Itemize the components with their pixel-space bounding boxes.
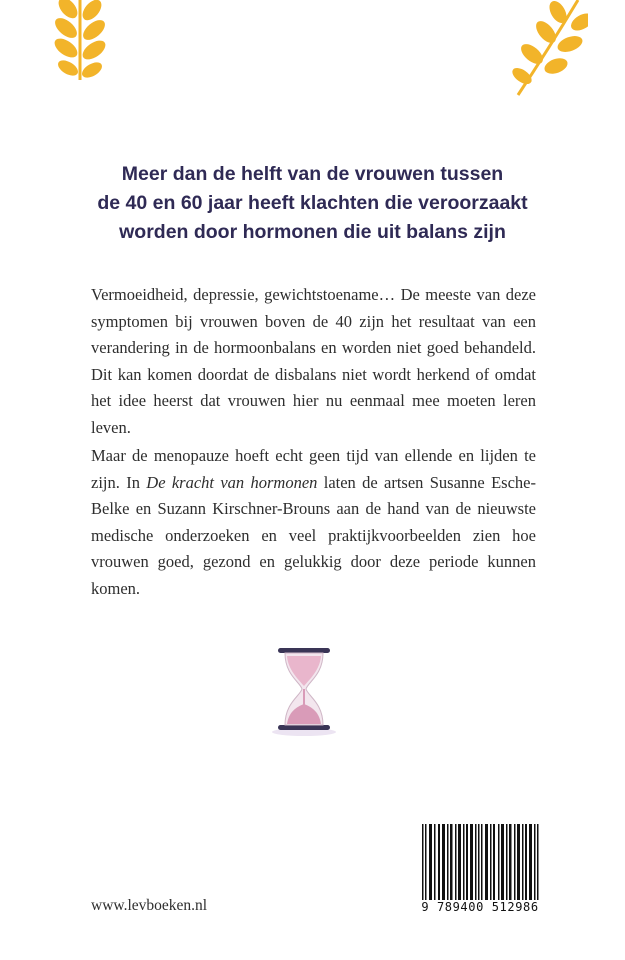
hourglass-icon [269, 640, 339, 740]
headline-line-2: de 40 en 60 jaar heeft klachten die veroorzaakt [97, 192, 528, 214]
back-cover-headline [60, 160, 565, 247]
headline-line-3: worden door hormonen die uit balans zijn [119, 221, 506, 243]
leaf-branch-icon [40, 0, 120, 90]
blurb-paragraph-2 [91, 443, 536, 602]
headline-line-1: Meer dan de helft van de vrouwen tussen [121, 163, 504, 185]
blurb-text-after-title: laten de artsen Susanne Esche-Belke en Suzann Kirschner-Brouns aan de hand van de nieuwste medische onderzoeken en veel praktijkvoorbeelden zien hoe vrouwen goed, gezond en gelukkig door deze periode kunnen komen. [91, 472, 536, 598]
blurb-text-before-title: Maar de menopauze hoeft echt geen tijd van ellende en lijden te zijn. In [91, 446, 536, 492]
isbn-number: 9 789400 512986 [421, 900, 539, 914]
blurb-paragraph-1: Vermoeidheid, depressie, gewichtstoename… De meeste van deze symptomen bij vrouwen boven de 40 zijn het resultaat van een verandering in de hormoonbalans en worden niet goed behandeld. Dit kan komen doordat de disbalans niet wordt herkend of omdat het idee heerst dat vrouwen hier nu eenmaal mee moeten leren leven. [91, 285, 536, 437]
publisher-website[interactable]: www.levboeken.nl [91, 897, 208, 914]
book-title: De kracht van hormonen [146, 472, 318, 492]
leaf-branch-icon [508, 0, 588, 100]
